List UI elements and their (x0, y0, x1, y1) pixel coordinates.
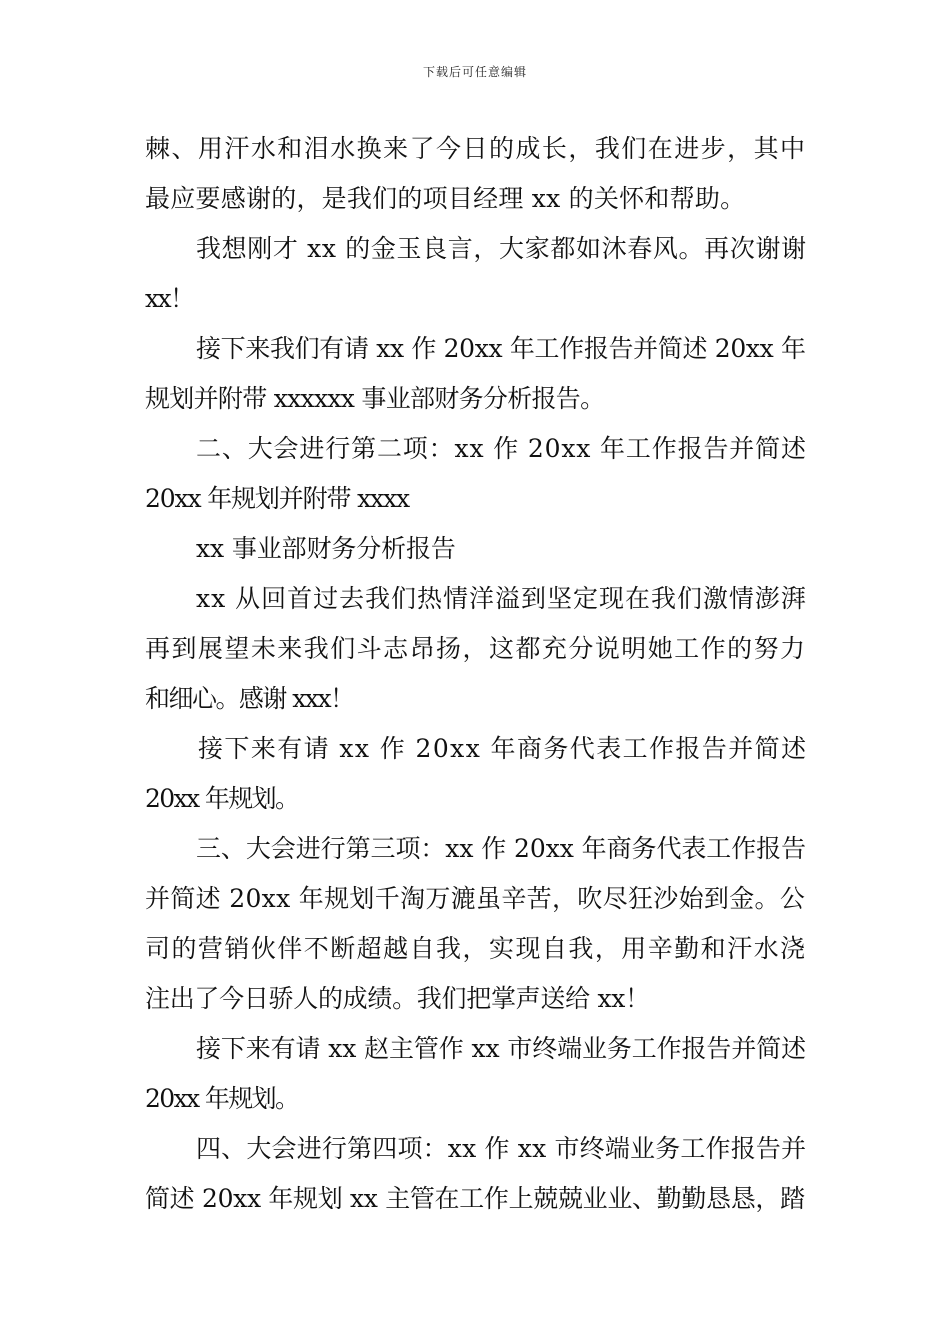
text-line: 接下来有请 xx 赵主管作 xx 市终端业务工作报告并简述 (196, 1034, 806, 1063)
text-line: xx 事业部财务分析报告 (196, 534, 456, 563)
text-line: 规划并附带 xxxxxx 事业部财务分析报告。 (145, 384, 605, 413)
text-line: 并简述 20xx 年规划千淘万漉虽辛苦，吹尽狂沙始到金。公 (145, 884, 806, 913)
text-line: 接下来我们有请 xx 作 20xx 年工作报告并简述 20xx 年 (196, 334, 806, 363)
text-line: 和细心。感谢 xxx！ (145, 684, 354, 713)
text-line: 20xx 年规划。 (145, 1084, 299, 1113)
text-line: xx 从回首过去我们热情洋溢到坚定现在我们激情澎湃 (196, 584, 807, 613)
text-line: 最应要感谢的，是我们的项目经理 xx 的关怀和帮助。 (145, 184, 746, 213)
text-line: 棘、用汗水和泪水换来了今日的成长，我们在进步，其中 (145, 134, 807, 163)
text-line: 接下来有请 xx 作 20xx 年商务代表工作报告并简述 (198, 734, 808, 763)
text-line: 司的营销伙伴不断超越自我，实现自我，用辛勤和汗水浇 (145, 934, 807, 963)
text-line: 20xx 年规划并附带 xxxx (145, 484, 409, 513)
text-line: 注出了今日骄人的成绩。我们把掌声送给 xx！ (145, 984, 650, 1013)
text-line: 四、大会进行第四项：xx 作 xx 市终端业务工作报告并 (196, 1134, 807, 1163)
text-line: xx！ (145, 284, 194, 313)
text-line: 三、大会进行第三项：xx 作 20xx 年商务代表工作报告 (196, 834, 807, 863)
text-line: 20xx 年规划。 (145, 784, 299, 813)
text-line: 简述 20xx 年规划 xx 主管在工作上兢兢业业、勤勤恳恳，踏 (145, 1184, 805, 1213)
text-line: 再到展望未来我们斗志昂扬，这都充分说明她工作的努力 (145, 634, 807, 663)
text-line: 二、大会进行第二项：xx 作 20xx 年工作报告并简述 (196, 434, 807, 463)
page-header: 下载后可任意编辑 (422, 65, 527, 79)
text-line: 我想刚才 xx 的金玉良言，大家都如沐春风。再次谢谢 (196, 234, 807, 263)
